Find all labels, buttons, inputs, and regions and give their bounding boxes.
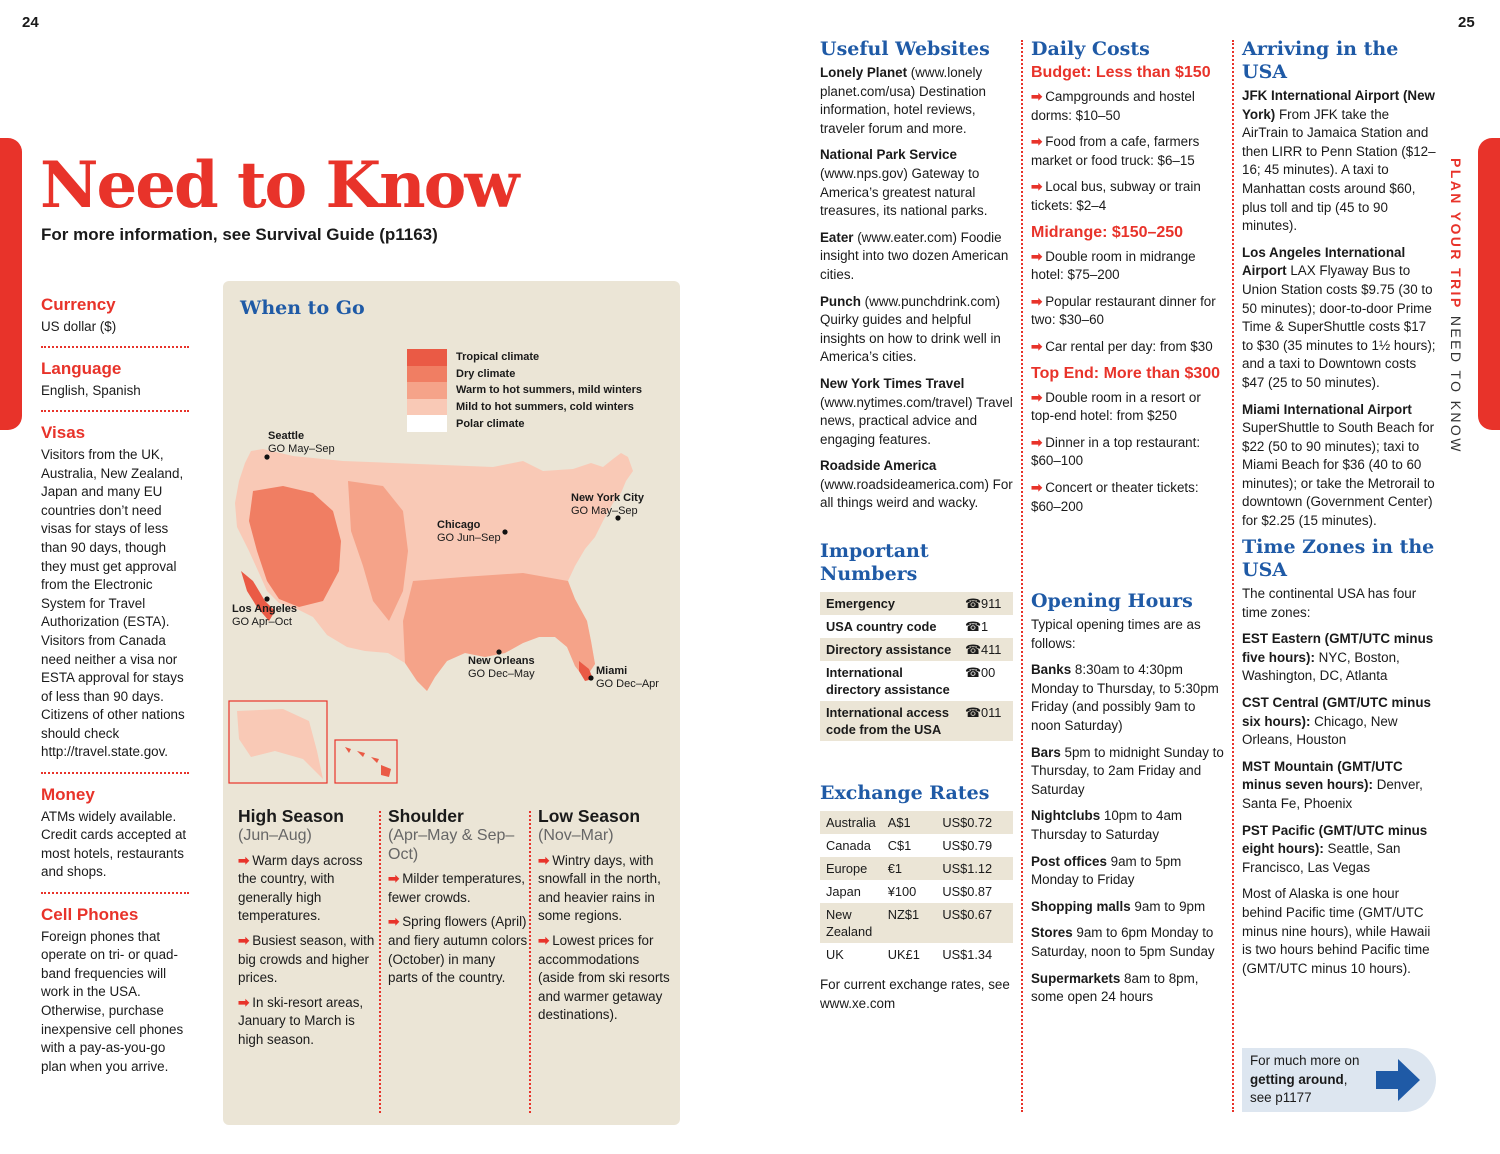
season-divider (379, 811, 381, 1113)
hours-item (1031, 807, 1226, 844)
legend-swatch (407, 382, 447, 399)
arrow-icon: ➡ (538, 932, 550, 948)
rate-unit: €1 (882, 857, 937, 880)
cost-point (1031, 133, 1226, 170)
season-point-text: In ski-resort areas, January to March is high season. (238, 994, 364, 1047)
cross-reference-post: , see p1177 (1250, 1071, 1348, 1106)
timezone-item (1242, 758, 1438, 814)
website-item (820, 457, 1013, 513)
sidebar-text: English, Spanish (41, 382, 141, 398)
season-point (388, 870, 528, 907)
number-label: Emergency (820, 592, 959, 615)
cost-point-text: Food from a cafe, farmers market or food truck: $6–15 (1031, 134, 1200, 168)
hours-name: Bars (1031, 744, 1061, 760)
hours-item (1031, 661, 1226, 735)
column-timezones (1242, 536, 1438, 986)
number-value: 00 (980, 665, 996, 680)
season-name: High Season (238, 806, 344, 826)
website-item (820, 146, 1013, 220)
costs-heading: Daily Costs (1031, 38, 1150, 60)
website-name: Punch (820, 293, 861, 309)
arriving-text: From JFK take the AirTrain to Jamaica Station and then LIRR to Penn Station ($12–16; 45 minutes). A taxi to Manhattan costs around $60, plus toll and tip (45 to 90 minutes). (1242, 106, 1436, 234)
rate-usd: US$0.87 (942, 884, 993, 899)
hours-text: 9am to 6pm Monday to Saturday, noon to 5pm Sunday (1031, 925, 1215, 959)
cross-reference-text (1250, 1052, 1368, 1108)
timezone-name: MST Mountain (GMT/UTC minus seven hours): (1242, 758, 1403, 793)
section-label-bold: PLAN YOUR TRIP (1448, 158, 1464, 310)
season-point-text: Milder temperatures, fewer crowds. (388, 871, 526, 905)
hours-text: 10pm to 4am Thursday to Saturday (1031, 808, 1183, 842)
section-tab-right (1478, 138, 1500, 430)
arrow-icon: ➡ (388, 914, 400, 930)
season-point-text: Busiest season, with big crowds and higher prices. (238, 932, 375, 986)
legend-entry (407, 366, 642, 383)
city-dot-miami (588, 675, 593, 680)
website-text: (www.nytimes.com/travel) Travel news, practical advice and engaging features. (820, 394, 1013, 447)
legend-label: Warm to hot summers, mild winters (456, 384, 643, 397)
sidebar-text: Foreign phones that operate on tri- or quad-band frequencies will work in the USA. Otherwise, purchase inexpensive cell phones with a pay-as-you-go plan when you arrive. (41, 928, 184, 1074)
season-range: (Apr–May & Sep–Oct) (388, 827, 515, 863)
rate-country: UK (826, 947, 844, 962)
legend-entry (407, 349, 642, 366)
season-point (238, 994, 378, 1050)
city-label-new-york (571, 492, 644, 517)
city-go: GO Apr–Oct (232, 615, 292, 628)
legend-label: Mild to hot summers, cold winters (456, 401, 634, 414)
table-row (820, 811, 1013, 834)
legend-entry (407, 415, 642, 432)
arriving-name: JFK International Airport (New York) (1242, 88, 1435, 122)
city-dot-chicago (502, 529, 507, 534)
cross-reference-bold: getting around (1250, 1071, 1344, 1087)
hours-item (1031, 898, 1226, 917)
timezone-name: CST Central (GMT/UTC minus six hours): (1242, 694, 1431, 729)
rate-usd: US$1.12 (936, 857, 1013, 880)
season-shoulder (388, 806, 528, 994)
hours-text: 9am to 9pm (1130, 898, 1206, 914)
cost-point-text: Local bus, subway or train tickets: $2–4 (1031, 179, 1201, 213)
city-go: GO Dec–Apr (596, 677, 659, 690)
rate-unit: C$1 (887, 838, 912, 853)
table-row (820, 615, 1013, 638)
website-text: (www.punchdrink.com) Quirky guides and helpful insights on how to drink well in America’s cities. (820, 293, 1001, 365)
number-value-cell (959, 638, 1013, 661)
rate-usd: US$0.67 (936, 903, 1013, 943)
arriving-text: LAX Flyaway Bus to Union Station costs $9.75 (30 to 50 minutes); door-to-door Prime Time & SuperShuttle costs $17 to $30 (35 minutes to 1½ hours); and a taxi to Downtown costs $47 (25 to 50 minutes). (1242, 263, 1436, 390)
season-name: Low Season (538, 806, 641, 826)
sidebar-heading: Language (41, 359, 122, 379)
cost-point-text: Popular restaurant dinner for two: $30–60 (1031, 293, 1216, 328)
sidebar-text: ATMs widely available. Credit cards accepted at most hotels, restaurants and shops. (41, 808, 187, 880)
page-subtitle: For more information, see Survival Guide (p1163) (41, 225, 438, 244)
sidebar-block-currency (41, 296, 189, 348)
city-name: Chicago (437, 519, 481, 531)
city-label-miami (596, 665, 659, 690)
arriving-item (1242, 244, 1438, 393)
column-arriving (1242, 38, 1438, 539)
hours-text: 8:30am to 4:30pm Monday to Thursday, to 5:30pm Friday (and possibly 9am to noon Saturday) (1031, 662, 1219, 733)
arriving-text: SuperShuttle to South Beach for $22 (50 to 90 minutes); taxi to Miami Beach for $36 (40 to 60 minutes); or take the Metrorail to downtown (Government Center) for $2.25 (15 minutes). (1242, 420, 1435, 529)
column-hours (1031, 590, 1226, 1015)
legend-swatch (407, 399, 447, 416)
website-item (820, 293, 1013, 367)
arrow-icon: ➡ (1031, 89, 1043, 104)
table-row (820, 701, 1013, 741)
arrow-icon: ➡ (1031, 479, 1043, 495)
cross-reference-pre: For much more on (1250, 1053, 1360, 1068)
rate-country: Japan (826, 884, 861, 899)
exchange-note: For current exchange rates, see www.xe.com (820, 977, 1010, 1011)
timezone-text: Chicago, New Orleans, Houston (1242, 713, 1398, 748)
sidebar-heading: Money (41, 785, 95, 805)
legend-entry (407, 382, 642, 399)
sidebar (41, 296, 189, 1098)
when-to-go-heading: When to Go (240, 297, 365, 319)
hours-heading: Opening Hours (1031, 590, 1193, 612)
legend-label: Polar climate (456, 417, 525, 430)
number-label: Directory assistance (820, 638, 959, 661)
hours-text: 5pm to midnight Sunday to Thursday, to 2am Friday and Saturday (1031, 744, 1224, 797)
arrow-icon: ➡ (1031, 389, 1043, 405)
arrow-icon: ➡ (1031, 293, 1043, 309)
cost-point-text: Dinner in a top restaurant: $60–100 (1031, 434, 1201, 469)
timezones-heading: Time Zones in the USA (1242, 536, 1435, 581)
cost-tier-heading: Midrange: $150–250 (1031, 223, 1184, 241)
hours-name: Banks (1031, 662, 1072, 678)
website-text: (www.nps.gov) Gateway to America’s greatest natural treasures, its national parks. (820, 165, 988, 219)
city-label-chicago (437, 519, 501, 544)
rate-unit: UK£1 (887, 947, 920, 962)
legend-label: Tropical climate (456, 351, 540, 364)
city-name: New York City (571, 492, 644, 504)
section-label (1448, 158, 1464, 454)
table-row (820, 638, 1013, 661)
rate-usd: US$0.79 (942, 838, 993, 853)
sidebar-heading: Cell Phones (41, 905, 139, 925)
sidebar-block-language (41, 360, 189, 412)
table-row (820, 880, 1013, 903)
season-point (238, 932, 378, 988)
city-name: Los Angeles (232, 603, 297, 615)
hours-name: Post offices (1031, 853, 1107, 869)
number-label: International access code from the USA (820, 701, 959, 741)
timezone-item (1242, 822, 1438, 878)
section-label-rest: NEED TO KNOW (1448, 309, 1464, 454)
column-divider (1232, 40, 1234, 1112)
city-dot-new-orleans (496, 649, 501, 654)
page-title: Need to Know (40, 148, 518, 223)
cost-point (1031, 293, 1226, 330)
arriving-name: Los Angeles International Airport (1242, 244, 1406, 279)
website-name: New York Times Travel (820, 375, 965, 391)
numbers-heading-line2: Numbers (820, 563, 918, 585)
city-name: Seattle (268, 430, 305, 442)
websites-heading: Useful Websites (820, 38, 990, 60)
column-divider (1021, 40, 1023, 1112)
season-point-text: Lowest prices for accommodations (aside from ski resorts and warmer getaway destinations). (538, 932, 670, 1023)
hours-item (1031, 853, 1226, 890)
arrow-icon: ➡ (238, 994, 250, 1010)
rate-usd: US$1.34 (942, 947, 993, 962)
phone-icon: ☎ (965, 642, 981, 657)
timezone-name: PST Pacific (GMT/UTC minus eight hours): (1242, 822, 1428, 857)
city-label-new-orleans (468, 655, 535, 680)
season-point (538, 932, 678, 1025)
legend-swatch (407, 349, 447, 366)
sidebar-heading: Visas (41, 423, 86, 443)
cost-point (1031, 88, 1226, 125)
season-divider (529, 811, 531, 1113)
page-number-right: 25 (1458, 14, 1475, 31)
phone-icon: ☎ (965, 596, 981, 611)
timezones-outro: Most of Alaska is one hour behind Pacific time (GMT/UTC minus nine hours), while Hawaii is two hours behind Pacific time (GMT/UTC minus 10 hours). (1242, 886, 1431, 976)
phone-icon: ☎ (965, 705, 981, 720)
number-value: 411 (980, 642, 1002, 657)
sidebar-block-visas (41, 424, 189, 774)
number-value: 911 (980, 596, 1002, 611)
website-name: Lonely Planet (820, 65, 908, 80)
hours-name: Stores (1031, 925, 1073, 941)
number-value-cell (959, 615, 1013, 638)
cost-point-text: Double room in a resort or top-end hotel: from $250 (1031, 389, 1201, 424)
numbers-table (820, 592, 1013, 741)
number-value-cell (959, 701, 1013, 741)
sidebar-text: Visitors from the UK, Australia, New Zealand, Japan and many EU countries don’t need visas for stays of less than 90 days, though they must get approval from the Electronic System for Travel Authorization (ESTA). Visitors from Canada need neither a visa nor ESTA approval for stays of less than 90 days. Citizens of other nations should check http://travel.state.gov. (41, 446, 185, 760)
city-go: GO May–Sep (268, 442, 335, 455)
cost-point (1031, 338, 1226, 357)
rate-usd: US$0.72 (936, 811, 1013, 834)
when-to-go-panel (223, 281, 680, 1125)
section-tab-left (0, 138, 22, 430)
number-value-cell (959, 592, 1013, 615)
season-point-text: Wintry days, with snowfall in the north, and heavier rains in some regions. (538, 852, 661, 924)
city-dot-seattle (264, 454, 269, 459)
arrow-icon: ➡ (538, 852, 550, 868)
season-point-text: Warm days across the country, with generally high temperatures. (238, 852, 363, 924)
arrow-icon: ➡ (1031, 338, 1043, 354)
cost-point (1031, 479, 1226, 516)
number-value-cell (959, 661, 1013, 701)
city-go: GO Jun–Sep (437, 531, 501, 544)
city-dot-los-angeles (264, 596, 269, 601)
timezones-intro: The continental USA has four time zones: (1242, 586, 1417, 620)
table-row (820, 834, 1013, 857)
cost-point-text: Double room in midrange hotel: $75–200 (1031, 248, 1196, 283)
city-name: Miami (596, 665, 628, 677)
column-websites (820, 38, 1013, 521)
arriving-item (1242, 401, 1438, 531)
season-range: (Jun–Aug) (238, 827, 312, 844)
arrow-icon: ➡ (388, 871, 400, 887)
cost-point-text: Concert or theater tickets: $60–200 (1031, 479, 1199, 514)
arriving-name: Miami International Airport (1242, 401, 1412, 417)
website-text: (www.lonely planet.com/usa) Destination information, hotel reviews, traveler forum and more. (820, 65, 986, 136)
arrow-right-icon (1376, 1059, 1420, 1101)
arrow-icon: ➡ (1031, 248, 1043, 264)
rate-country: Europe (820, 857, 882, 880)
timezone-item (1242, 694, 1438, 750)
website-item (820, 375, 1013, 449)
hours-intro: Typical opening times are as follows: (1031, 617, 1201, 651)
website-item (820, 229, 1013, 285)
hours-name: Nightclubs (1031, 808, 1101, 824)
page-number-left: 24 (22, 14, 39, 31)
hours-name: Shopping malls (1031, 898, 1131, 914)
website-item (820, 64, 1013, 138)
city-label-seattle (268, 430, 335, 455)
cost-point-text: Campgrounds and hostel dorms: $10–50 (1031, 89, 1195, 123)
season-high (238, 806, 378, 1056)
website-text: (www.eater.com) Foodie insight into two dozen American cities. (820, 229, 1009, 282)
table-row (820, 943, 1013, 966)
season-point (238, 852, 378, 926)
season-name: Shoulder (388, 806, 464, 826)
city-name: New Orleans (468, 655, 535, 667)
arrow-icon: ➡ (238, 932, 250, 948)
sidebar-block-money (41, 786, 189, 894)
cost-point-text: Car rental per day: from $30 (1045, 338, 1213, 354)
exchange-table (820, 811, 1013, 966)
number-value: 1 (980, 619, 989, 634)
hours-text: 9am to 5pm Monday to Friday (1031, 853, 1182, 888)
hours-item (1031, 924, 1226, 961)
map-legend (407, 349, 642, 432)
arrow-icon: ➡ (238, 852, 250, 868)
rate-country: New Zealand (820, 903, 882, 943)
cost-point (1031, 178, 1226, 215)
season-point (388, 913, 528, 987)
website-name: Roadside America (820, 458, 937, 474)
website-text: (www.roadsideamerica.com) For all things weird and wacky. (820, 476, 1013, 511)
rate-unit: A$1 (882, 811, 937, 834)
season-point (538, 852, 678, 926)
phone-icon: ☎ (965, 619, 981, 634)
arrow-icon: ➡ (1031, 134, 1043, 150)
numbers-heading-line1: Important (820, 540, 929, 562)
season-range: (Nov–Mar) (538, 827, 614, 844)
website-name: National Park Service (820, 147, 957, 163)
arrow-icon: ➡ (1031, 434, 1043, 450)
numbers-heading (820, 540, 1013, 586)
exchange-heading: Exchange Rates (820, 782, 990, 804)
table-row (820, 592, 1013, 615)
cost-point (1031, 434, 1226, 471)
number-label: International directory assistance (826, 665, 950, 697)
sidebar-heading: Currency (41, 295, 116, 314)
legend-swatch (407, 415, 447, 432)
hours-text: 8am to 8pm, some open 24 hours (1031, 970, 1199, 1005)
table-row (820, 661, 1013, 701)
timezone-text: Seattle, San Francisco, Las Vegas (1242, 841, 1401, 875)
cost-tier-heading: Top End: More than $300 (1031, 364, 1221, 382)
number-value: 011 (980, 705, 1002, 720)
table-row (820, 857, 1013, 880)
rate-unit: NZ$1 (882, 903, 937, 943)
rate-country: Australia (820, 811, 882, 834)
hours-name: Supermarkets (1031, 970, 1121, 986)
season-point-text: Spring flowers (April) and fiery autumn colors (October) in many parts of the country. (388, 914, 528, 986)
season-low (538, 806, 678, 1031)
rate-country: Canada (826, 838, 871, 853)
timezone-text: NYC, Boston, Washington, DC, Atlanta (1242, 649, 1400, 684)
column-costs (1031, 38, 1226, 524)
city-label-los-angeles (232, 603, 297, 628)
arriving-heading: Arriving in the USA (1242, 38, 1399, 83)
legend-label: Dry climate (456, 367, 516, 380)
legend-entry (407, 399, 642, 416)
cost-point (1031, 248, 1226, 285)
column-exchange (820, 782, 1013, 1021)
sidebar-text: US dollar ($) (41, 318, 117, 334)
hours-item (1031, 744, 1226, 800)
website-name: Eater (820, 229, 854, 245)
sidebar-block-cell-phones (41, 906, 189, 1086)
cost-tier-heading: Budget: Less than $150 (1031, 64, 1211, 81)
legend-swatch (407, 366, 447, 383)
column-numbers (820, 540, 1013, 741)
timezone-name: EST Eastern (GMT/UTC minus five hours): (1242, 631, 1434, 665)
city-go: GO May–Sep (571, 504, 638, 517)
arrow-icon: ➡ (1031, 179, 1043, 195)
hours-item (1031, 970, 1226, 1007)
cost-point (1031, 389, 1226, 426)
cross-reference-box (1242, 1048, 1436, 1112)
phone-icon: ☎ (965, 665, 981, 680)
rate-unit: ¥100 (887, 884, 917, 899)
city-go: GO Dec–May (468, 667, 535, 680)
timezone-text: Denver, Santa Fe, Phoenix (1242, 777, 1423, 811)
table-row (820, 903, 1013, 943)
arriving-item (1242, 87, 1438, 236)
timezone-item (1242, 630, 1438, 686)
number-label: USA country code (826, 619, 937, 634)
